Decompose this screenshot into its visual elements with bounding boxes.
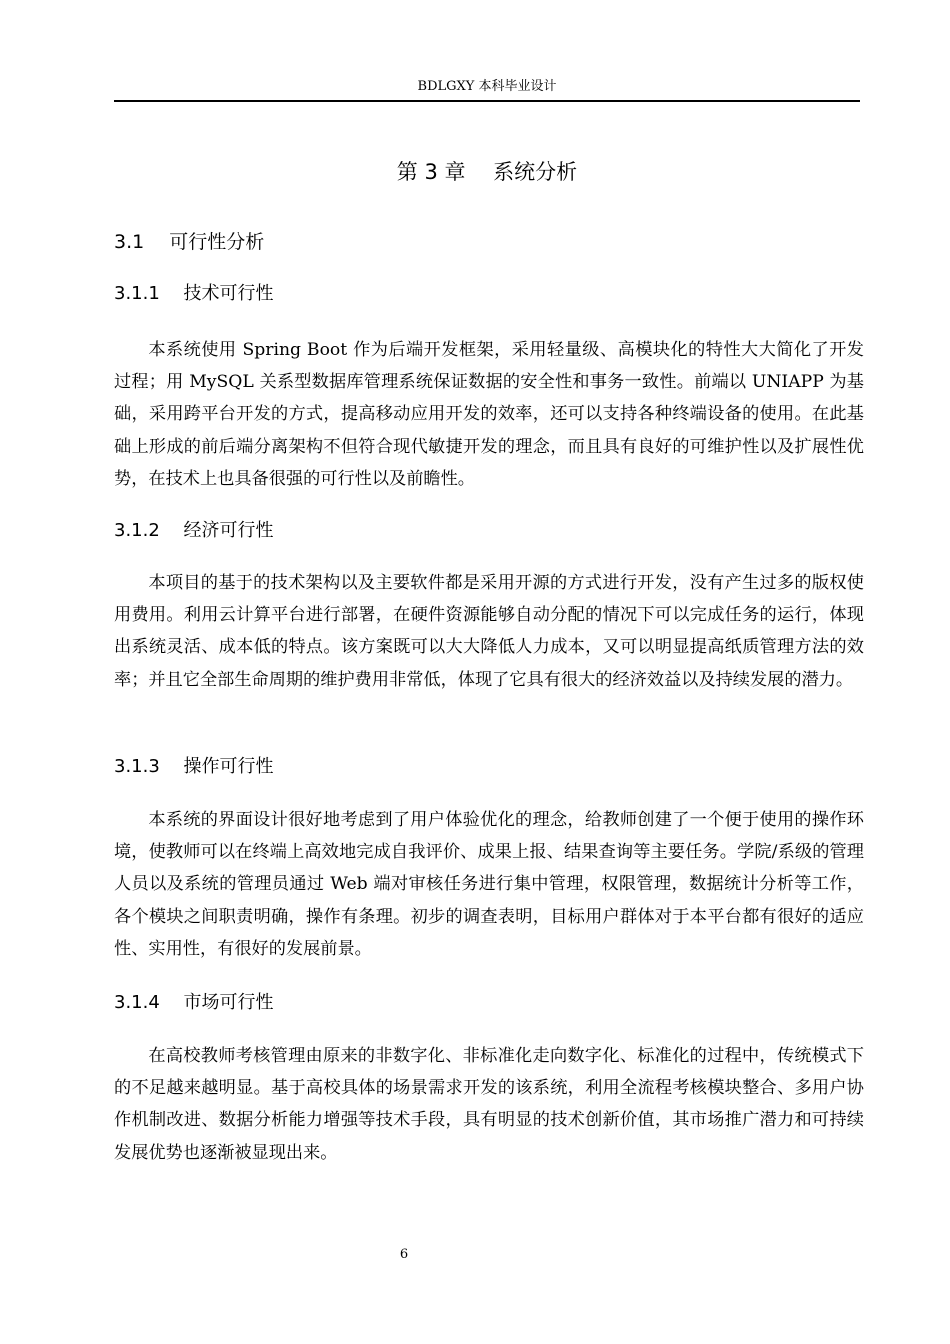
page-number: 6: [399, 1247, 409, 1262]
section-heading-3-1-3: 3.1.3 操作可行性: [114, 756, 274, 777]
header-rule: [114, 100, 860, 102]
section-heading-3-1-2: 3.1.2 经济可行性: [114, 520, 274, 541]
section-heading-3-1-4: 3.1.4 市场可行性: [114, 992, 274, 1013]
paragraph-market-feasibility: 在高校教师考核管理由原来的非数字化、非标准化走向数字化、标准化的过程中，传统模式下的不足越来越明显。基于高校具体的场景需求开发的该系统，利用全流程考核模块整合、多用户协作机制改进、数据分析能力增强等技术手段，具有明显的技术创新价值，其市场推广潜力和可持续发展优势也逐渐被显现出来。: [114, 1046, 864, 1163]
section-heading-3-1-1: 3.1.1 技术可行性: [114, 283, 274, 304]
paragraph-technical-feasibility: 本系统使用 Spring Boot 作为后端开发框架，采用轻量级、高模块化的特性大大简化了开发过程；用 MySQL 关系型数据库管理系统保证数据的安全性和事务一致性。前端以 UNIAPP 为基础，采用跨平台开发的方式，提高移动应用开发的效率，还可以支持各种终端设备的使用。在此基础上形成的前后端分离架构不但符合现代敏捷开发的理念，而且具有良好的可维护性以及扩展性优势，在技术上也具备很强的可行性以及前瞻性。: [114, 340, 864, 489]
paragraph-economic-feasibility: 本项目的基于的技术架构以及主要软件都是采用开源的方式进行开发，没有产生过多的版权使用费用。利用云计算平台进行部署，在硬件资源能够自动分配的情况下可以完成任务的运行，体现出系统灵活、成本低的特点。该方案既可以大大降低人力成本，又可以明显提高纸质管理方法的效率；并且它全部生命周期的维护费用非常低，体现了它具有很大的经济效益以及持续发展的潜力。: [114, 573, 864, 690]
running-header: BDLGXY 本科毕业设计: [417, 79, 557, 94]
section-heading-3-1: 3.1 可行性分析: [114, 231, 265, 253]
paragraph-operational-feasibility: 本系统的界面设计很好地考虑到了用户体验优化的理念，给教师创建了一个便于使用的操作环境，使教师可以在终端上高效地完成自我评价、成果上报、结果查询等主要任务。学院/系级的管理人员以及系统的管理员通过 Web 端对审核任务进行集中管理，权限管理，数据统计分析等工作，各个模块之间职责明确，操作有条理。初步的调查表明，目标用户群体对于本平台都有很好的适应性、实用性，有很好的发展前景。: [114, 810, 864, 959]
chapter-title: 第 3 章 系统分析: [396, 160, 578, 184]
